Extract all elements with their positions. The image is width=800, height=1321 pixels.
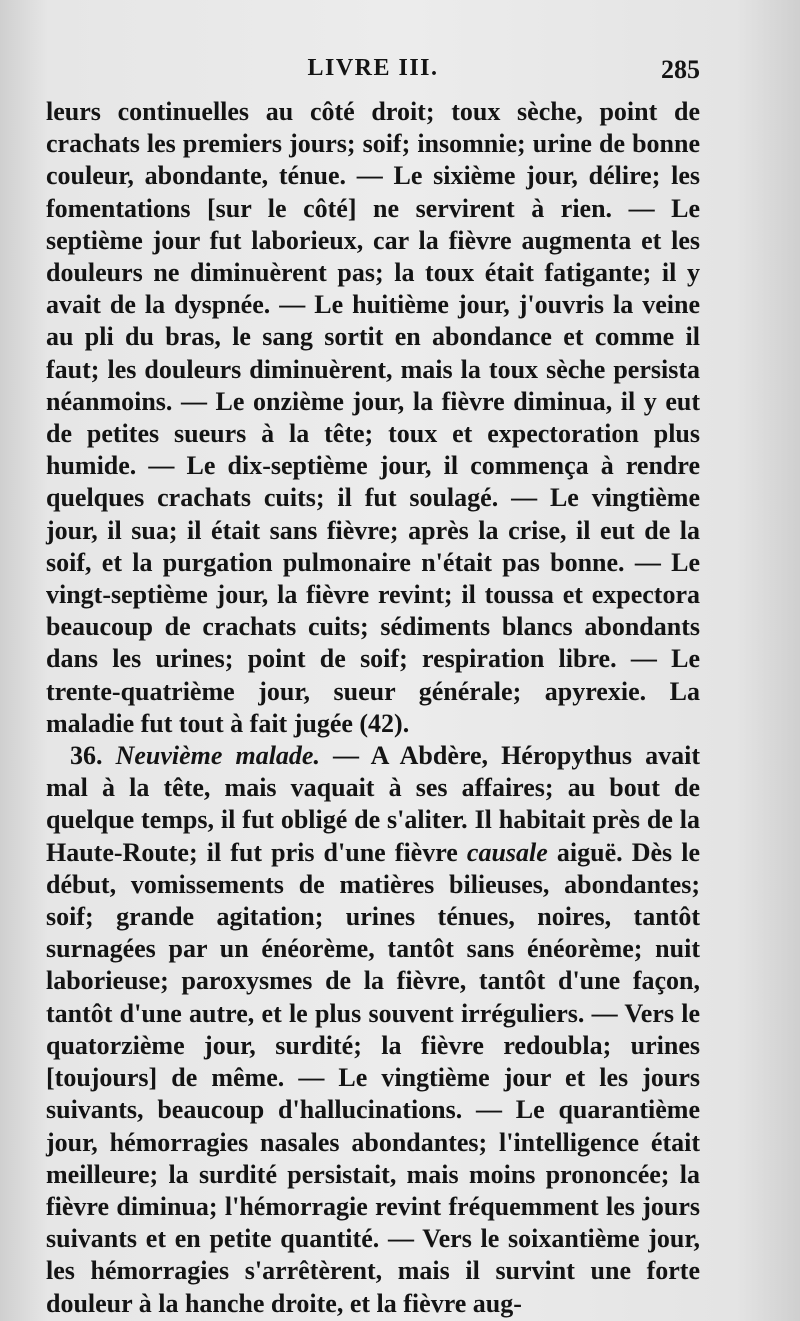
case-title: Neuvième malade. (115, 741, 320, 771)
case-number: 36. (70, 741, 103, 771)
page-number: 285 (661, 55, 700, 84)
paragraph-case-continuation: leurs continuelles au côté droit; toux sèche, point de crachats les premiers jours; soif; insomnie; urine de bonne couleur, abondante, ténue. — Le sixième jour, délire; les fomentations [sur le côté] ne servirent à rien. — Le septième jour fut laborieux, car la fièvre augmenta et les douleurs ne diminuèrent pas; la toux était fatigante; il y avait de la dyspnée. — Le huitième jour, j'ouvris la veine au pli du bras, le sang sortit en abondance et comme il faut; les douleurs diminuèrent, mais la toux sèche persista néanmoins. — Le onzième jour, la fièvre diminua, il y eut de petites sueurs à la tête; toux et expectoration plus humide. — Le dix-septième jour, il commença à rendre quelques crachats cuits; il fut soulagé. — Le vingtième jour, il sua; il était sans fièvre; après la crise, il eut de la soif, et la purgation pulmonaire n'était pas bonne. — Le vingt-septième jour, la fièvre revint; il toussa et expectora beaucoup de crachats cuits; sédiments blancs abondants dans les urines; point de soif; respiration libre. — Le trente-quatrième jour, sueur générale; apyrexie. La maladie fut tout à fait jugée (42). (46, 97, 700, 738)
paragraph-case-36 (46, 740, 700, 1320)
body-text (46, 96, 700, 1320)
running-head: LIVRE III. (307, 55, 439, 81)
italic-term: causale (466, 837, 548, 867)
paragraph-text-continued: aiguë. Dès le début, vomissements de matières bilieuses, abondantes; soif; grande agitation; urines ténues, noires, tantôt surnagées par un énéorème, tantôt sans énéorème; nuit laborieuse; paroxysmes de la fièvre, tantôt d'une façon, tantôt d'une autre, et le plus souvent irréguliers. — Vers le quatorzième jour, surdité; la fièvre redoubla; urines [toujours] de même. — Le vingtième jour et les jours suivants, beaucoup d'hallucinations. — Le quarantième jour, hémorragies nasales abondantes; l'intelligence était meilleure; la surdité persistait, mais moins prononcée; la fièvre diminua; l'hémorragie revint fréquemment les jours suivants et en petite quantité. — Vers le soixantième jour, les hémorragies s'arrêtèrent, mais il survint une forte douleur à la hanche droite, et la fièvre aug- (46, 837, 701, 1318)
paragraph-text: — A Abdère, Héropythus avait mal à la tête, mais vaquait à ses affaires; au bout de quelque temps, il fut obligé de s'aliter. Il habitait près de la Haute-Route; il fut pris d'une fièvre (46, 741, 700, 867)
page-header (46, 55, 700, 89)
